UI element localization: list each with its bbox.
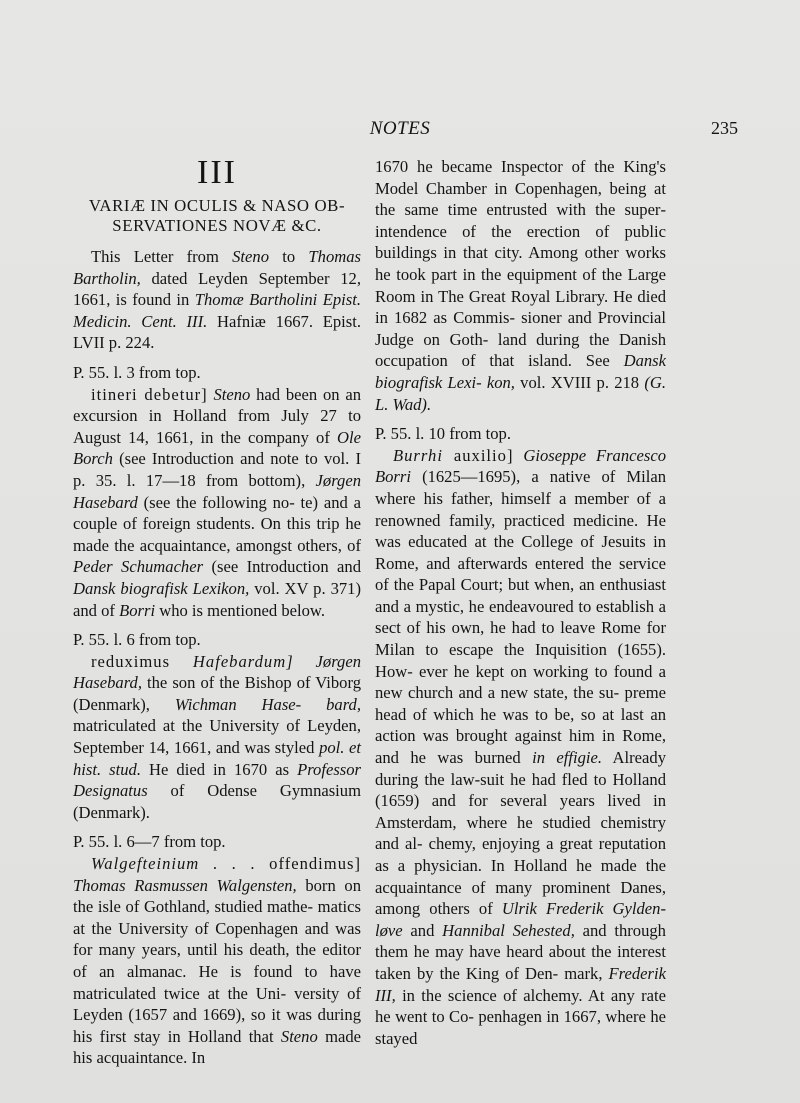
note-reference: P. 55. l. 6—7 from top.: [73, 832, 226, 852]
section-title-line-2: SERVATIONES NOVÆ &C.: [112, 216, 322, 235]
note-reference: P. 55. l. 10 from top.: [375, 424, 511, 444]
note-paragraph: Burrhi auxilio] Gioseppe Francesco Borri (1625—1695), a native of Milan where his father, himself a member of a renowned family, practiced medicine. He was educated at the College of Jesuits in Rome, and afterwards entered the service of the Papal Court; but when, an enthusiast and a mystic, he endeavoured to establish a sect of his own, he had to leave Rome for Milan to escape the Inquisition (1655). How‑ ever he kept on working to found a new church and a new state, the su‑ preme head of which he was to be, so at last an action was brought against him in Rome, and he was burned in effigie. Already during the law‑suit he had fled to Holland (1659) and for several years lived in Amsterdam, where he studied chemistry and al‑ chemy, enjoying a great reputation as a physician. In Holland he made the acquaintance of many prominent Danes, among others of Ulrik Frederik Gylden‑ løve and Hannibal Sehested, and through them he may have heard about the interest taken by the King of Den‑ mark, Frederik III, in the science of alchemy. At any rate he went to Co‑ penhagen in 1667, where he stayed: [375, 445, 666, 1048]
note-paragraph: itineri debetur] Steno had been on an excursion in Holland from July 27 to August 14, 1661, in the company of Ole Borch (see Introduction and note to vol. I p. 35. l. 17—18 from bottom), Jørgen Hasebard (see the following no‑ te) and a couple of foreign students. On this trip he made the acquaintance, amongst others, of Peder Schumacher (see Introduction and Dansk biografisk Lexikon, vol. XV p. 371) and of Borri who is mentioned below.: [73, 384, 362, 620]
running-head-title: NOTES: [369, 118, 431, 139]
right-column: [375, 156, 666, 1049]
page-number: 235: [711, 118, 738, 138]
continued-paragraph: 1670 he became Inspector of the King's Model Chamber in Copenhagen, being at the same time entrusted with the super‑ intendence of the erection of public buildings in that city. Among other works he took part in the equipment of the Large Room in The Great Royal Library. He died in 1682 as Commis‑ sioner and Provincial Judge on Goth‑ land during the Danish occupation of that island. See Dansk biografisk Lexi‑ kon, vol. XVIII p. 218 (G. L. Wad).: [375, 157, 666, 414]
running-head: [62, 118, 738, 142]
left-column: [73, 156, 361, 1069]
note-reference: P. 55. l. 6 from top.: [73, 630, 201, 650]
intro-paragraph: This Letter from Steno to Thomas Bartholin, dated Leyden September 12, 1661, is found in Thomæ Bartholini Epist. Medicin. Cent. III. Hafniæ 1667. Epist. LVII p. 224.: [73, 247, 362, 353]
section-title-line-1: VARIÆ IN OCULIS & NASO OB‑: [88, 196, 346, 215]
note-paragraph: Walgefteinium . . . offendimus] Thomas Rasmussen Walgensten, born on the isle of Gothland, studied mathe‑ matics at the University of Copenhagen and was for many years, until his death, the editor of an almanac. He is found to have matriculated twice at the Uni‑ versity of Leyden (1657 and 1669), so it was during his first stay in Holland that Steno made his acquaintance. In: [73, 854, 362, 1068]
note-reference: P. 55. l. 3 from top.: [73, 362, 201, 382]
section-number: III: [197, 154, 237, 191]
section-title: [73, 196, 361, 236]
note-paragraph: reduximus Hafebardum] Jørgen Hasebard, the son of the Bishop of Viborg (Denmark), Wichman Hase‑ bard, matriculated at the University of Leyden, September 14, 1661, and was styled pol. et hist. stud. He died in 1670 as Professor Designatus of Odense Gymnasium (Denmark).: [73, 651, 361, 822]
